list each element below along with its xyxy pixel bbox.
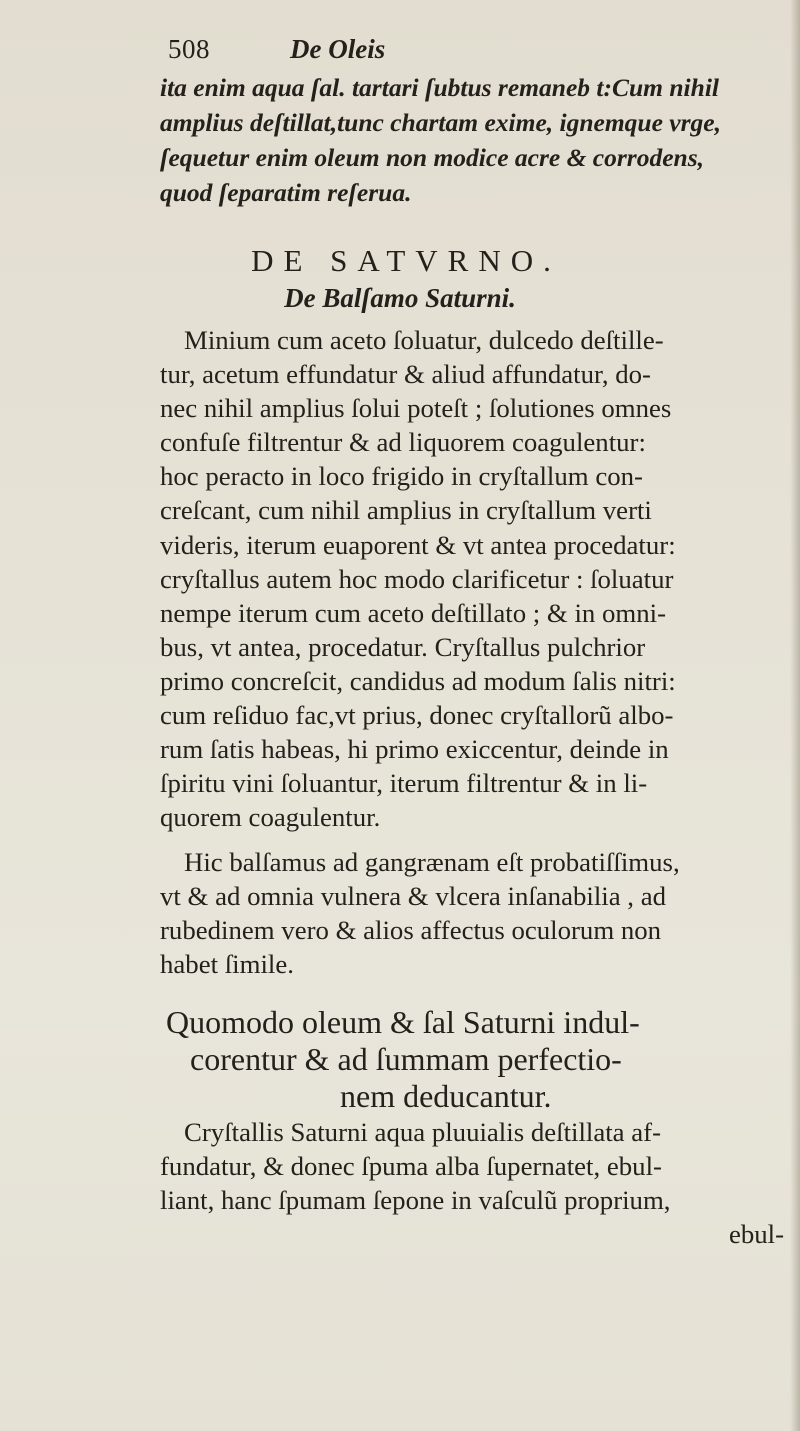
page-number: 508 xyxy=(168,34,210,64)
text-line: habet ſimile. xyxy=(160,949,294,980)
text-line: bus, vt antea, procedatur. Cryſtallus pulchrior xyxy=(160,631,646,662)
text-line: Minium cum aceto ſoluatur, dulcedo deſtille- xyxy=(184,325,664,355)
text-line: ſequetur enim oleum non modice acre & corrodens, xyxy=(160,143,704,172)
text-line: tur, acetum effundatur & aliud affundatur, do- xyxy=(160,359,651,390)
text-line: confuſe filtrentur & ad liquorem coagulentur: xyxy=(160,427,646,458)
text-line: ita enim aqua ſal. tartari ſubtus remaneb t:Cum nihil xyxy=(160,73,719,102)
text-line: Cryſtallis Saturni aqua pluuialis deſtillata af- xyxy=(184,1117,662,1147)
heading-line: corentur & ad ſummam perfectio- xyxy=(190,1041,622,1077)
text-line: vt & ad omnia vulnera & vlcera inſanabilia , ad xyxy=(160,881,666,912)
text-line: cum reſiduo fac,vt prius, donec cryſtallorũ albo- xyxy=(160,700,674,731)
text-line: liant, hanc ſpumam ſepone in vaſculũ proprium, xyxy=(160,1185,671,1216)
section-subtitle: De Balſamo Saturni. xyxy=(284,283,516,313)
paragraph-3 xyxy=(160,1115,792,1251)
text-line: primo concreſcit, candidus ad modum ſalis nitri: xyxy=(160,665,676,696)
text-line: fundatur, & donec ſpuma alba ſupernatet, ebul- xyxy=(160,1151,662,1182)
text-line: ſpiritu vini ſoluantur, iterum filtrentur & in li- xyxy=(160,768,648,799)
intro-paragraph xyxy=(160,70,792,210)
paragraph-1 xyxy=(160,323,792,834)
catchword: ebul- xyxy=(728,1219,784,1250)
text-line: hoc peracto in loco frigido in cryſtallum con- xyxy=(160,461,643,492)
text-line: amplius deſtillat,tunc chartam exime, ignemque vrge, xyxy=(160,108,721,137)
text-line: Hic balſamus ad gangrænam eſt probatiſſimus, xyxy=(184,847,680,877)
section-title: DE SATVRNO. xyxy=(251,243,561,278)
text-line: rum ſatis habeas, hi primo exiccentur, deinde in xyxy=(160,734,669,765)
heading-line: nem deducantur. xyxy=(340,1078,552,1114)
section-heading xyxy=(160,1004,800,1115)
text-line: quod ſeparatim reſerua. xyxy=(160,178,412,207)
running-title: De Oleis xyxy=(290,34,386,64)
page-header xyxy=(160,34,580,68)
text-line: rubedinem vero & alios affectus oculorum non xyxy=(160,915,662,946)
text-line: nec nihil amplius ſolui poteſt ; ſolutiones omnes xyxy=(160,393,672,424)
paragraph-2 xyxy=(160,845,792,981)
text-line: nempe iterum cum aceto deſtillato ; & in omni- xyxy=(160,597,667,628)
text-line: videris, iterum euaporent & vt antea procedatur: xyxy=(160,529,676,560)
text-line: quorem coagulentur. xyxy=(160,802,381,833)
heading-line: Quomodo oleum & ſal Saturni indul- xyxy=(166,1004,640,1040)
text-line: creſcant, cum nihil amplius in cryſtallum verti xyxy=(160,495,652,526)
text-line: cryſtallus autem hoc modo clarificetur : ſoluatur xyxy=(160,563,674,594)
